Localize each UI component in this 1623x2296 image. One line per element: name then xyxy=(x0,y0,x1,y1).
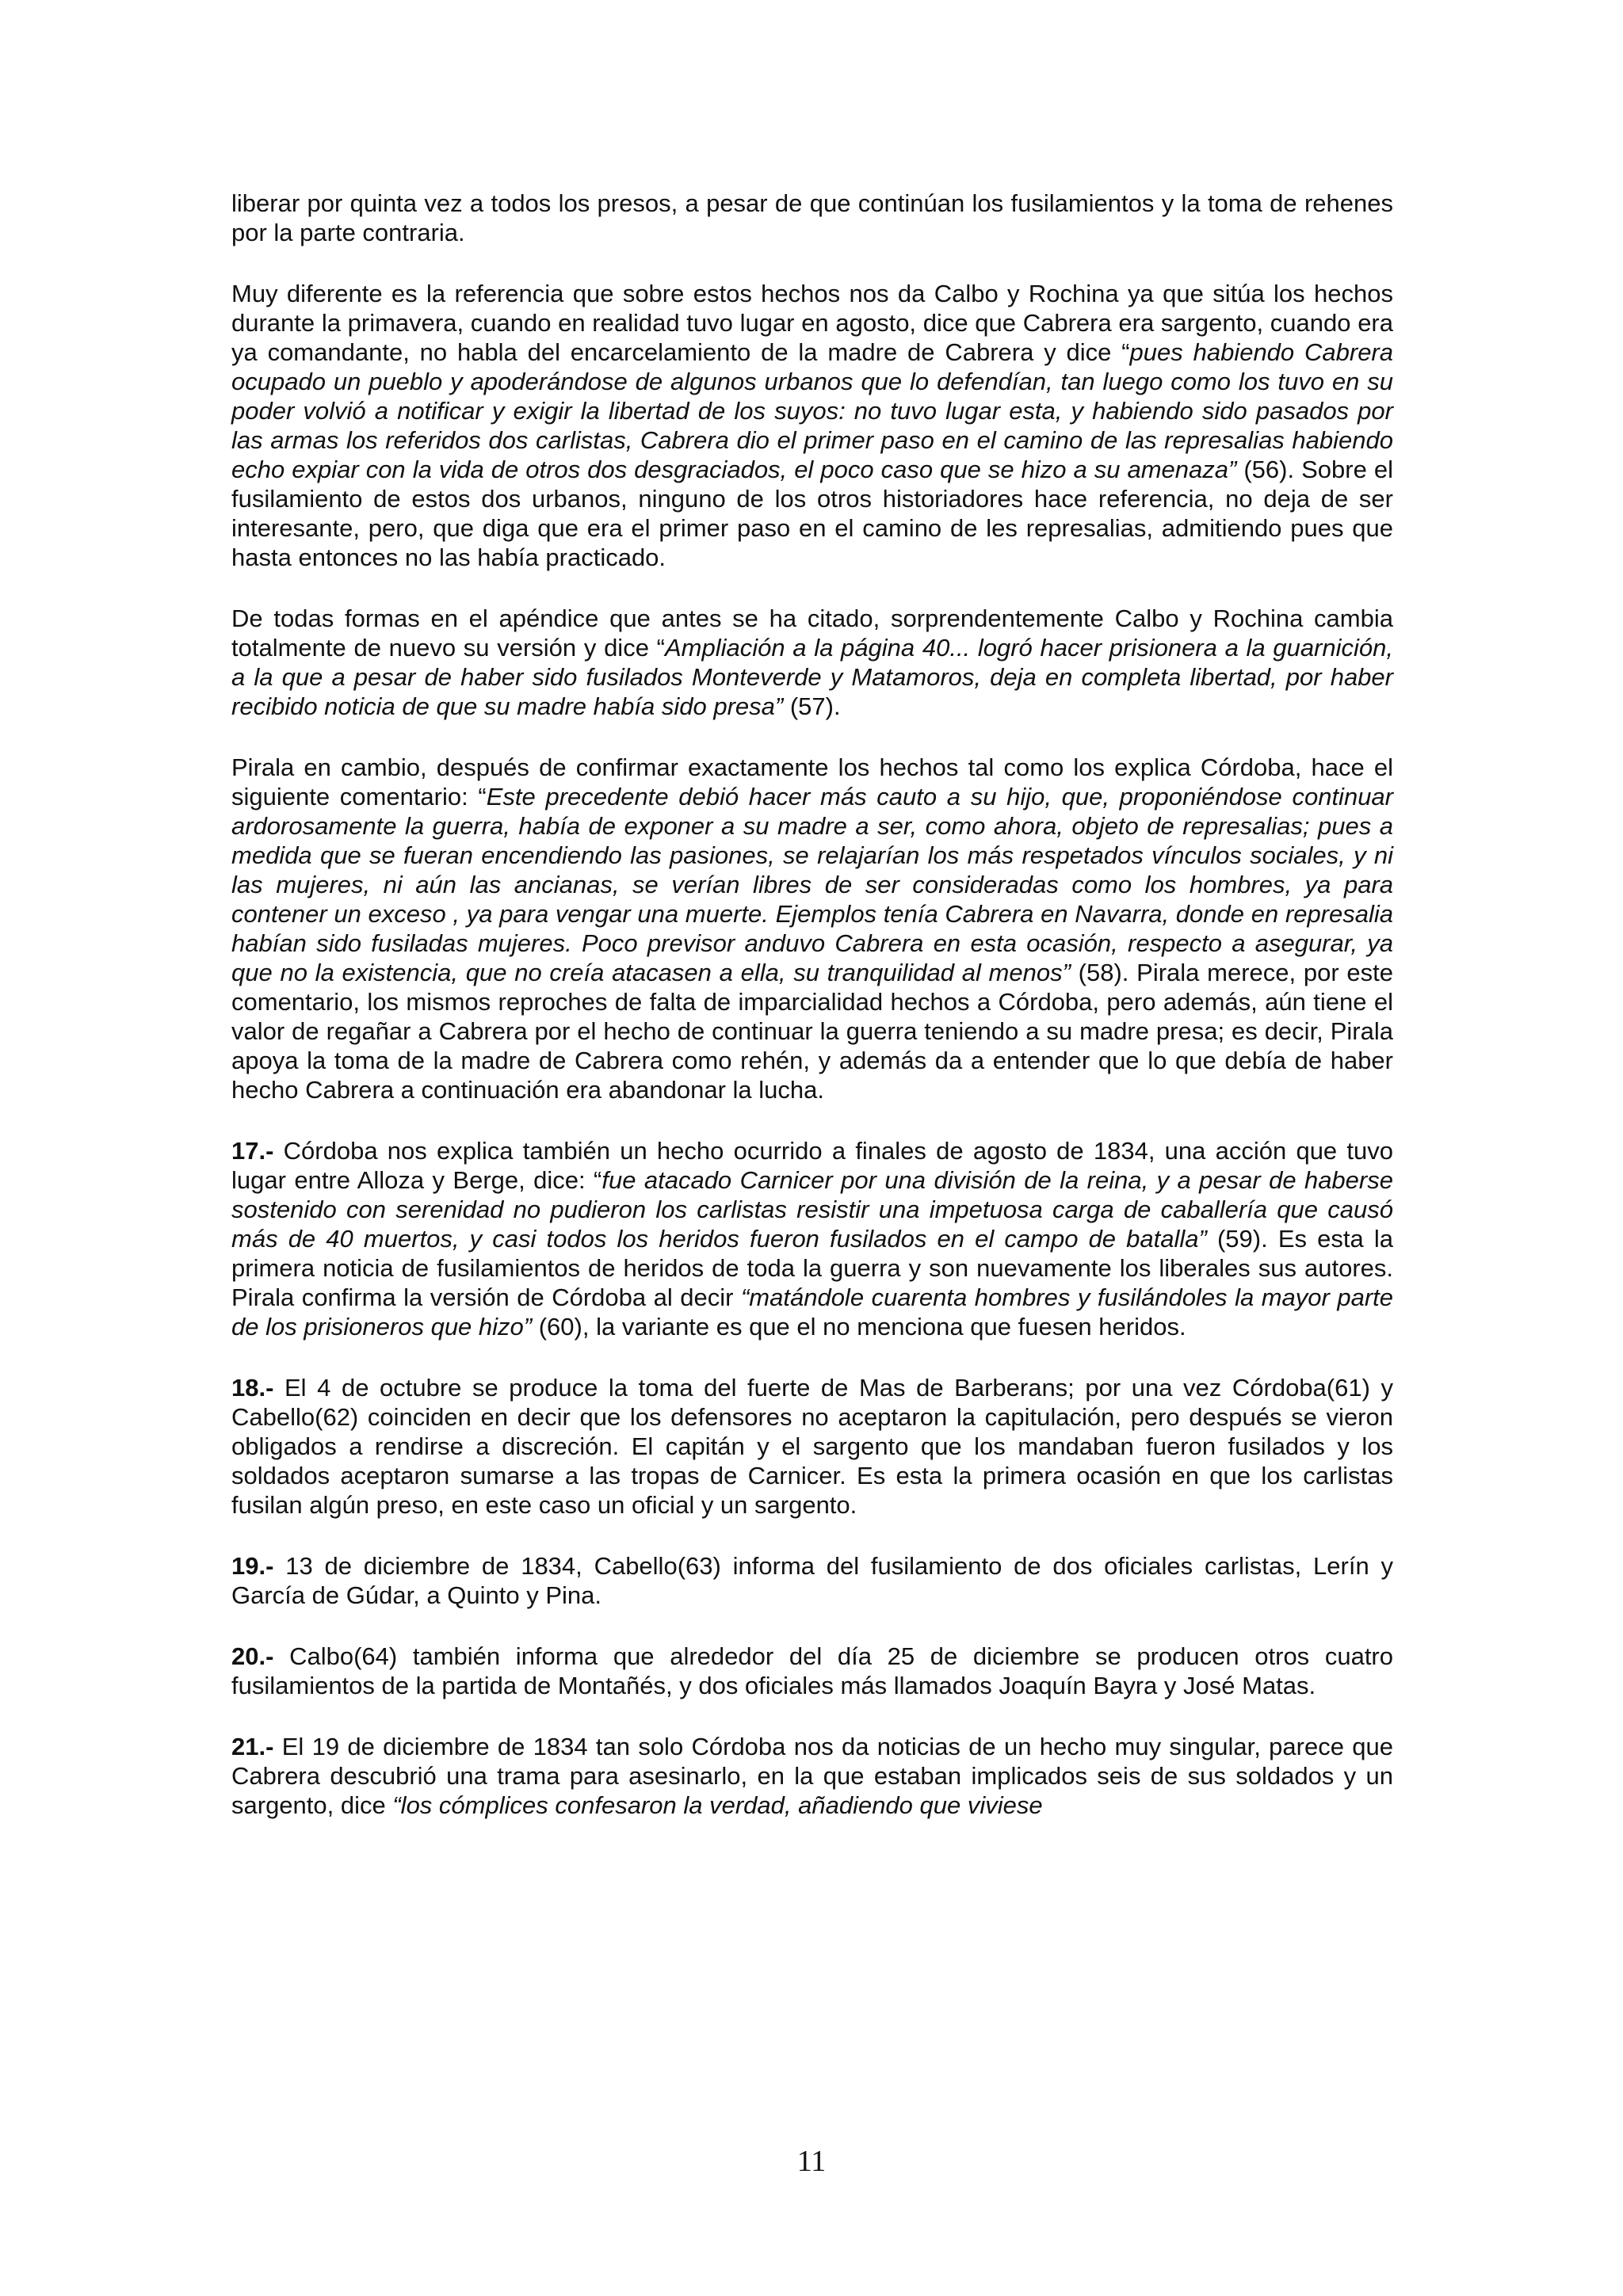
document-body xyxy=(231,189,1393,1852)
paragraph-text: 13 de diciembre de 1834, Cabello(63) informa del fusilamiento de dos oficiales carlistas, Lerín y García de Gúdar, a Quinto y Pina. xyxy=(231,1552,1393,1609)
paragraph xyxy=(231,1136,1393,1341)
paragraph-text: El 4 de octubre se produce la toma del fuerte de Mas de Barberans; por una vez Córdoba(61) y Cabello(62) coinciden en decir que los defensores no aceptaron la capitulación, pero después se vieron obligados a rendirse a discreción. El capitán y el sargento que los mandaban fueron fusilados y los soldados aceptaron sumarse a las tropas de Carnicer. Es esta la primera ocasión en que los carlistas fusilan algún preso, en este caso un oficial y un sargento. xyxy=(231,1374,1393,1519)
paragraph xyxy=(231,1732,1393,1820)
paragraph-text: (58). Pirala merece, por este comentario, los mismos reproches de falta de imparcialidad hechos a Córdoba, pero además, aún tiene el valor de regañar a Cabrera por el hecho de continuar la guerra teniendo a su madre presa; es decir, Pirala apoya la toma de la madre de Cabrera como rehén, y además da a entender que lo que debía de haber hecho Cabrera a continuación era abandonar la lucha. xyxy=(231,959,1393,1104)
paragraph-text: Muy diferente es la referencia que sobre estos hechos nos da Calbo y Rochina ya que sitúa los hechos durante la primavera, cuando en realidad tuvo lugar en agosto, dice que Cabrera era sargento, cuando era ya comandante, no habla del encarcelamiento de la madre de Cabrera y dice “ xyxy=(231,280,1393,366)
section-number: 17.- xyxy=(231,1137,274,1165)
paragraph xyxy=(231,1373,1393,1520)
paragraph-text: Calbo(64) también informa que alrededor del día 25 de diciembre se producen otros cuatro fusilamientos de la partida de Montañés, y dos oficiales más llamados Joaquín Bayra y José Matas. xyxy=(231,1642,1393,1699)
quotation: Este precedente debió hacer más cauto a su hijo, que, proponiéndose continuar ardorosamente la guerra, había de exponer a su madre a ser, como ahora, objeto de represalias; pues a medida que se fueran encendiendo las pasiones, se relajarían los más respetados vínculos sociales, y ni las mujeres, ni aún las ancianas, se verían libres de ser consideradas como los hombres, ya para contener un exceso , ya para vengar una muerte. Ejemplos tenía Cabrera en Navarra, donde en represalia habían sido fusiladas mujeres. Poco previsor anduvo Cabrera en esta ocasión, respecto a asegurar, ya que no la existencia, que no creía atacasen a ella, su tranquilidad al menos” xyxy=(231,783,1393,986)
quotation: fue atacado Carnicer por una división de la reina, y a pesar de haberse sostenido con serenidad no pudieron los carlistas resistir una impetuosa carga de caballería que causó más de 40 muertos, y casi todos los heridos fueron fusilados en el campo de batalla” xyxy=(231,1166,1393,1253)
section-number: 18.- xyxy=(231,1374,274,1402)
page-number: 11 xyxy=(796,2145,827,2178)
paragraph-text: (57). xyxy=(783,692,841,720)
quotation: “los cómplices confesaron la verdad, añadiendo que viviese xyxy=(392,1791,1043,1819)
section-number: 19.- xyxy=(231,1552,274,1580)
paragraph xyxy=(231,189,1393,247)
section-number: 20.- xyxy=(231,1642,274,1670)
paragraph xyxy=(231,604,1393,721)
quotation: “matándole cuarenta hombres y fusilándoles la mayor parte de los prisioneros que hizo” xyxy=(231,1283,1393,1341)
paragraph xyxy=(231,1551,1393,1610)
paragraph-text: liberar por quinta vez a todos los presos, a pesar de que continúan los fusilamientos y la toma de rehenes por la parte contraria. xyxy=(231,189,1393,246)
paragraph-text: (60), la variante es que el no menciona que fuesen heridos. xyxy=(532,1313,1186,1341)
paragraph xyxy=(231,1642,1393,1700)
paragraph xyxy=(231,279,1393,572)
quotation: Ampliación a la página 40... logró hacer prisionera a la guarnición, a la que a pesar de haber sido fusilados Monteverde y Matamoros, deja en completa libertad, por haber recibido noticia de que su madre había sido presa” xyxy=(231,634,1393,720)
paragraph-text: Córdoba nos explica también un hecho ocurrido a finales de agosto de 1834, una acción que tuvo lugar entre Alloza y Berge, dice: “ xyxy=(231,1137,1393,1194)
paragraph-text: (59). Es esta la primera noticia de fusilamientos de heridos de toda la guerra y son nuevamente los liberales sus autores. Pirala confirma la versión de Córdoba al decir xyxy=(231,1225,1394,1311)
paragraph xyxy=(231,753,1393,1104)
paragraph-text: Pirala en cambio, después de confirmar exactamente los hechos tal como los explica Córdoba, hace el siguiente comentario: “ xyxy=(231,753,1393,810)
quotation: pues habiendo Cabrera ocupado un pueblo y apoderándose de algunos urbanos que lo defendían, tan luego como los tuvo en su poder volvió a notificar y exigir la libertad de los suyos: no tuvo lugar esta, y habiendo sido pasados por las armas los referidos dos carlistas, Cabrera dio el primer paso en el camino de las represalias habiendo echo expiar con la vida de otros dos desgraciados, el poco caso que se hizo a su amenaza” xyxy=(231,338,1393,483)
paragraph-text: (56). Sobre el fusilamiento de estos dos urbanos, ninguno de los otros historiadores hace referencia, no deja de ser interesante, pero, que diga que era el primer paso en el camino de les represalias, admitiendo pues que hasta entonces no las había practicado. xyxy=(231,456,1393,571)
paragraph-text: De todas formas en el apéndice que antes se ha citado, sorprendentemente Calbo y Rochina cambia totalmente de nuevo su versión y dice “ xyxy=(231,605,1393,662)
section-number: 21.- xyxy=(231,1733,274,1760)
paragraph-text: El 19 de diciembre de 1834 tan solo Córdoba nos da noticias de un hecho muy singular, parece que Cabrera descubrió una trama para asesinarlo, en la que estaban implicados seis de sus soldados y un sargento, dice xyxy=(231,1733,1393,1819)
